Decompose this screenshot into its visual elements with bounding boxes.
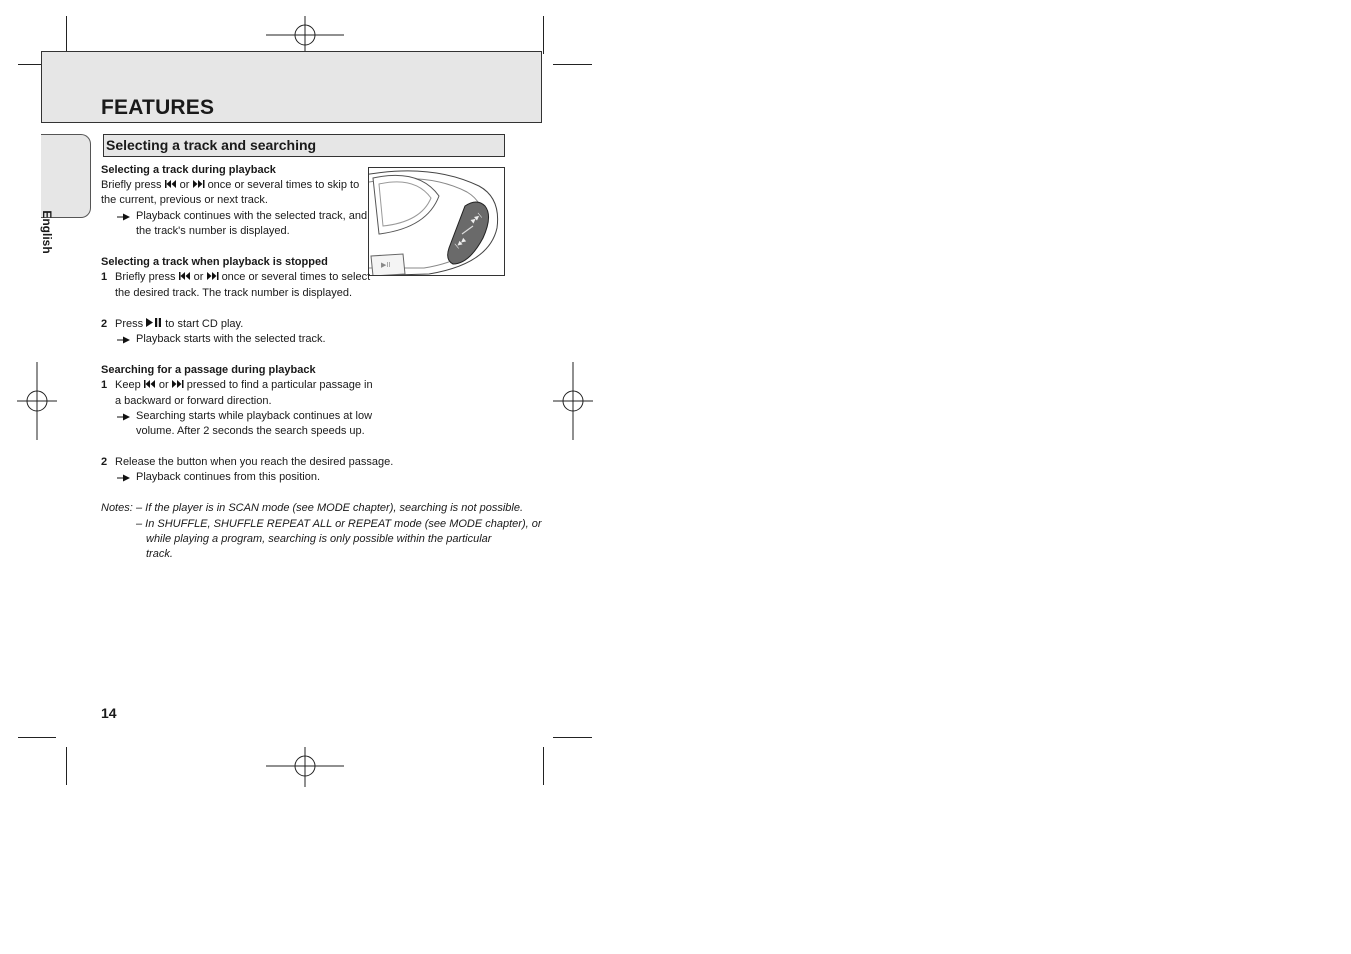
registration-mark <box>266 16 344 56</box>
paragraph-line: the current, previous or next track. <box>101 194 268 206</box>
crop-mark <box>553 64 592 65</box>
registration-mark <box>553 362 593 440</box>
section-title: Selecting a track and searching <box>106 137 317 153</box>
player-illustration <box>368 167 505 276</box>
step-text: Release the button when you reach the desired passage. <box>115 456 394 468</box>
step-number: 2 <box>101 456 108 468</box>
step-text: a backward or forward direction. <box>115 395 272 407</box>
svg-text:▶II: ▶II <box>381 261 391 269</box>
crop-mark <box>18 737 56 738</box>
step-text: Keep or pressed to find a particular passage in <box>115 379 373 391</box>
skip-next-icon <box>193 180 205 188</box>
result-text: volume. After 2 seconds the search speeds up. <box>136 425 365 437</box>
skip-next-icon <box>172 380 184 388</box>
note-text: – In SHUFFLE, SHUFFLE REPEAT ALL or REPEAT mode (see MODE chapter), or <box>136 518 542 530</box>
registration-mark <box>17 362 57 440</box>
step-text: Briefly press or once or several times to select <box>115 271 371 283</box>
note-text: – If the player is in SCAN mode (see MODE chapter), searching is not possible. <box>136 502 524 514</box>
player-drawing <box>369 168 505 276</box>
crop-mark <box>66 747 67 785</box>
notes-label: Notes: <box>101 502 133 514</box>
svg-text:|◀◀: |◀◀ <box>453 236 467 250</box>
step-number: 2 <box>101 318 108 330</box>
note-text: while playing a program, searching is only possible within the particular <box>146 533 492 545</box>
subheading-searching: Searching for a passage during playback <box>101 364 316 376</box>
result-arrow-icon <box>117 474 131 482</box>
paragraph-line: Briefly press or once or several times to skip to <box>101 179 360 191</box>
result-text: Searching starts while playback continues at low <box>136 410 373 422</box>
crop-mark <box>553 737 592 738</box>
result-arrow-icon <box>117 213 131 221</box>
skip-previous-icon <box>179 272 191 280</box>
page-title: FEATURES <box>101 96 215 119</box>
result-text: Playback continues from this position. <box>136 471 321 483</box>
step-number: 1 <box>101 271 108 283</box>
skip-next-icon <box>207 272 219 280</box>
subheading-during-playback: Selecting a track during playback <box>101 164 276 176</box>
result-text: Playback continues with the selected track, and <box>136 210 368 222</box>
svg-text:▶▶|: ▶▶| <box>469 211 483 225</box>
step-text: Press to start CD play. <box>115 318 244 330</box>
registration-mark <box>266 747 344 787</box>
crop-mark <box>543 747 544 785</box>
result-text: the track's number is displayed. <box>136 225 290 237</box>
result-arrow-icon <box>117 336 131 344</box>
page-number: 14 <box>101 705 117 721</box>
step-text: the desired track. The track number is displayed. <box>115 287 353 299</box>
skip-previous-icon <box>144 380 156 388</box>
result-arrow-icon <box>117 413 131 421</box>
language-tab-label: English <box>40 210 54 254</box>
subheading-when-stopped: Selecting a track when playback is stopped <box>101 256 328 268</box>
crop-mark <box>543 16 544 54</box>
result-text: Playback starts with the selected track. <box>136 333 326 345</box>
note-text: track. <box>146 548 173 560</box>
step-number: 1 <box>101 379 108 391</box>
skip-previous-icon <box>165 180 177 188</box>
crop-mark <box>66 16 67 54</box>
play-pause-icon <box>146 318 162 327</box>
